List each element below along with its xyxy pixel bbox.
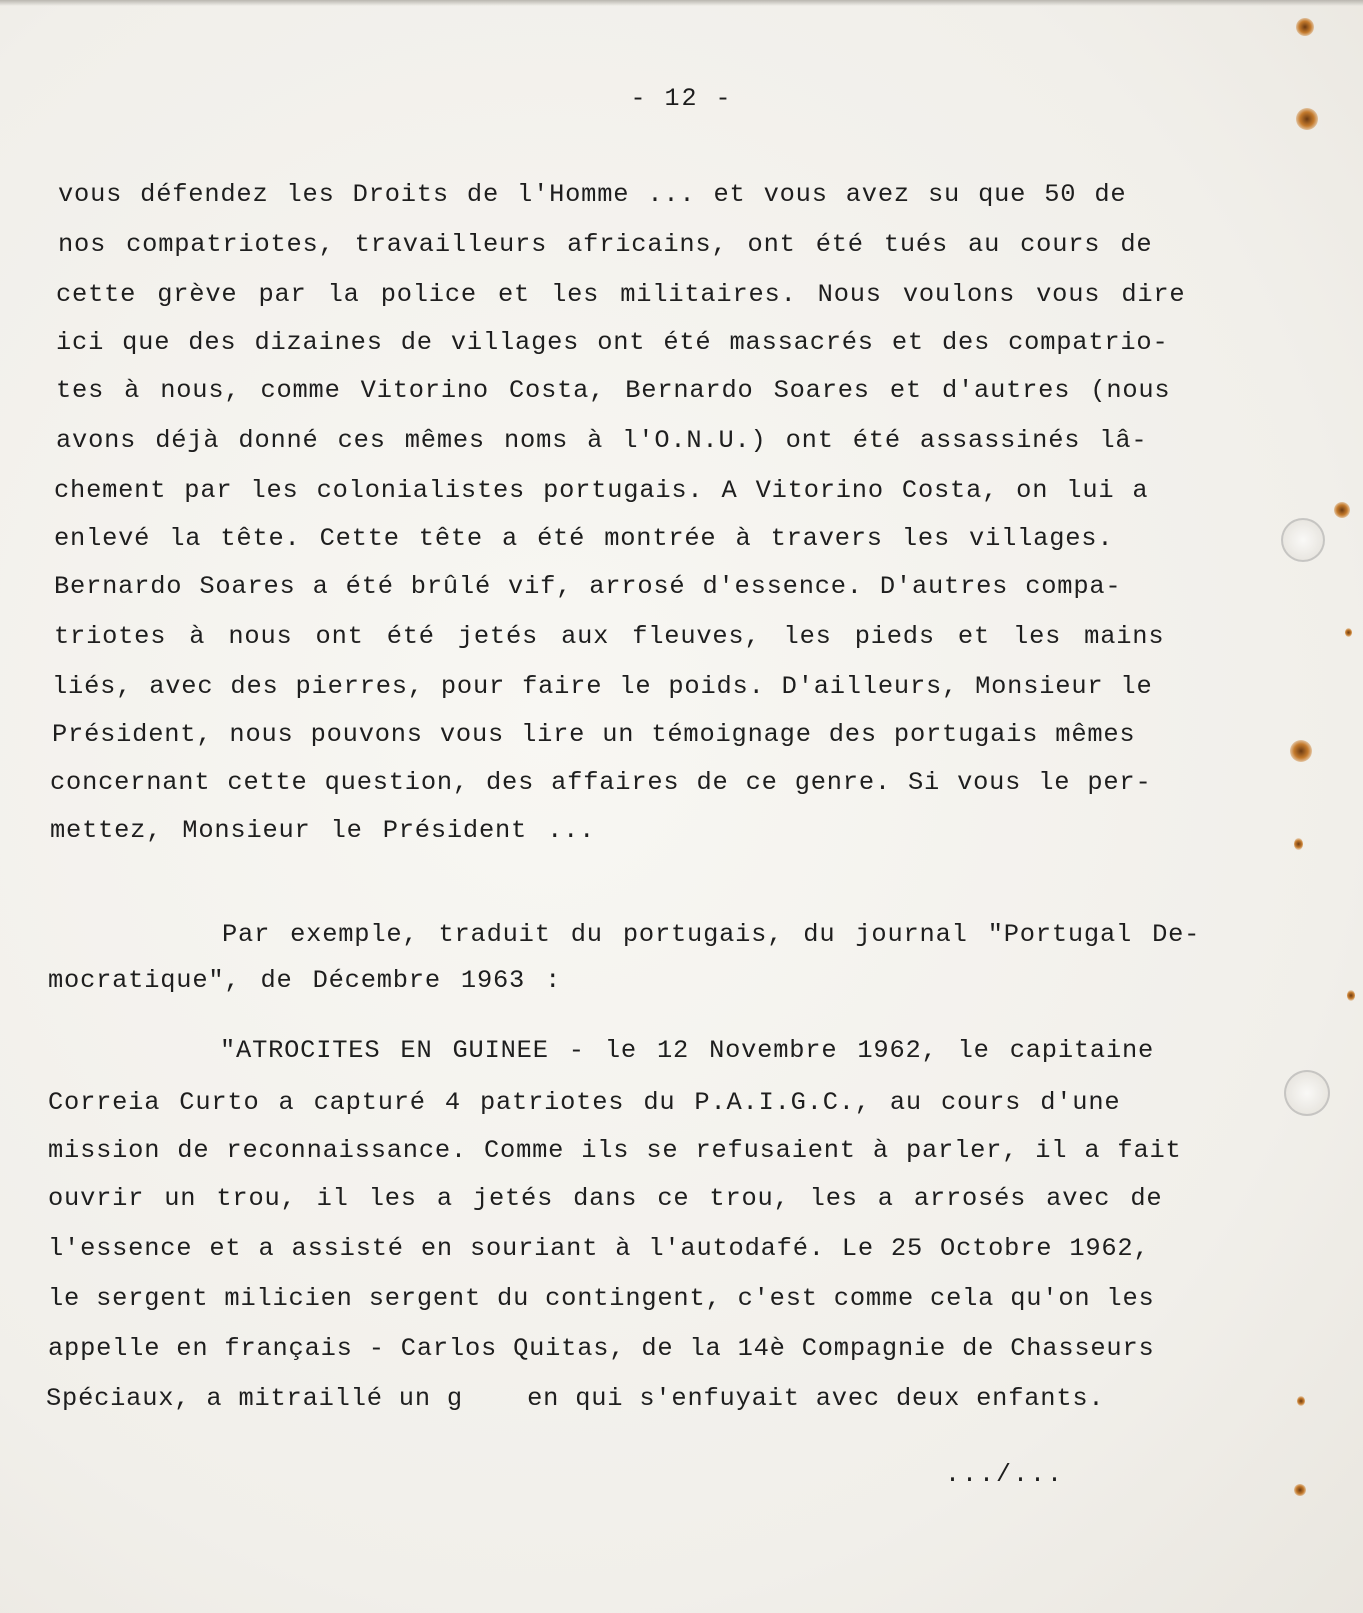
- text-line: avons déjà donné ces mêmes noms à l'O.N.U.) ont été assassinés lâ-: [56, 426, 1148, 455]
- text-line: cette grève par la police et les militaires. Nous voulons vous dire: [56, 280, 1186, 309]
- text-line: triotes à nous ont été jetés aux fleuves, les pieds et les mains: [54, 622, 1165, 651]
- text-line: tes à nous, comme Vitorino Costa, Bernardo Soares et d'autres (nous: [56, 376, 1171, 405]
- text-line: ouvrir un trou, il les a jetés dans ce trou, les a arrosés avec de: [48, 1184, 1163, 1213]
- rust-spot: [1294, 1484, 1306, 1496]
- text-line: Bernardo Soares a été brûlé vif, arrosé d'essence. D'autres compa-: [54, 572, 1122, 601]
- rust-spot: [1296, 108, 1318, 130]
- rust-spot: [1334, 502, 1350, 518]
- text-line: Par exemple, traduit du portugais, du journal "Portugal De-: [222, 920, 1201, 949]
- punch-hole: [1281, 518, 1325, 562]
- text-line: nos compatriotes, travailleurs africains, ont été tués au cours de: [58, 230, 1153, 259]
- text-line: chement par les colonialistes portugais. A Vitorino Costa, on lui a: [54, 476, 1149, 505]
- rust-spot: [1294, 838, 1303, 850]
- text-line: l'essence et a assisté en souriant à l'autodafé. Le 25 Octobre 1962,: [48, 1234, 1150, 1263]
- text-line: le sergent milicien sergent du contingent, c'est comme cela qu'on les: [48, 1284, 1155, 1313]
- text-line: mocratique", de Décembre 1963 :: [48, 966, 562, 995]
- text-line: enlevé la tête. Cette tête a été montrée à travers les villages.: [54, 524, 1114, 553]
- rust-spot: [1347, 990, 1355, 1001]
- text-line: appelle en français - Carlos Quitas, de la 14è Compagnie de Chasseurs: [48, 1334, 1155, 1363]
- page-top-edge: [0, 0, 1363, 6]
- text-line: "ATROCITES EN GUINEE - le 12 Novembre 1962, le capitaine: [220, 1036, 1155, 1065]
- rust-spot: [1290, 740, 1312, 762]
- text-line: mission de reconnaissance. Comme ils se refusaient à parler, il a fait: [48, 1136, 1182, 1165]
- text-line: Correia Curto a capturé 4 patriotes du P.A.I.G.C., au cours d'une: [48, 1088, 1121, 1117]
- page-number: - 12 -: [630, 84, 733, 113]
- punch-hole: [1284, 1070, 1330, 1116]
- rust-spot: [1297, 1396, 1305, 1406]
- text-line: Président, nous pouvons vous lire un témoignage des portugais mêmes: [52, 720, 1136, 749]
- text-line: vous défendez les Droits de l'Homme ... et vous avez su que 50 de: [58, 180, 1127, 209]
- text-line: mettez, Monsieur le Président ...: [50, 816, 596, 845]
- text-line: ici que des dizaines de villages ont été massacrés et des compatrio-: [56, 328, 1169, 357]
- rust-spot: [1345, 628, 1352, 637]
- text-line: concernant cette question, des affaires de ce genre. Si vous le per-: [50, 768, 1152, 797]
- text-line: Spéciaux, a mitraillé un g en qui s'enfuyait avec deux enfants.: [46, 1384, 1105, 1413]
- text-line: liés, avec des pierres, pour faire le poids. D'ailleurs, Monsieur le: [52, 672, 1153, 701]
- continuation-mark: .../...: [945, 1460, 1065, 1489]
- rust-spot: [1296, 18, 1314, 36]
